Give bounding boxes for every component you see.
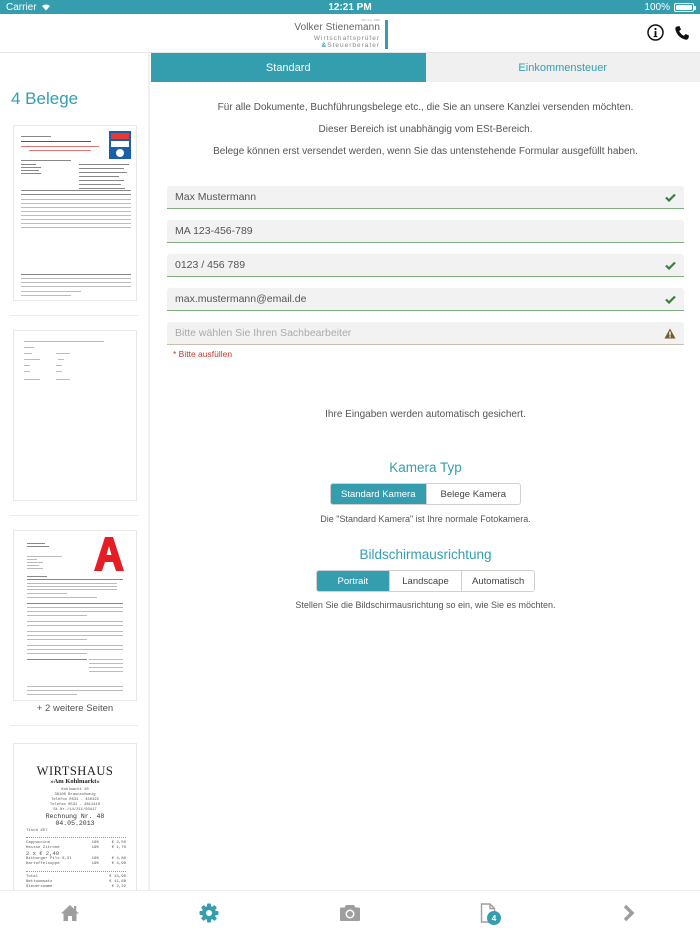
warning-icon [664, 327, 676, 339]
intro-text [151, 97, 700, 163]
gear-icon [199, 903, 219, 923]
main-content [151, 53, 700, 890]
logo-tagline: Stb. Ing. 1986 [361, 18, 380, 22]
document-thumbnail-1[interactable] [13, 125, 137, 301]
receipt-subtitle: »Am Kohlmarkt« [50, 778, 100, 785]
tabbar-next[interactable] [617, 901, 641, 925]
carrier-label: Carrier [6, 1, 37, 13]
logo [294, 18, 388, 50]
client-number-field[interactable]: MA 123-456-789 [167, 220, 684, 243]
phone-icon[interactable] [674, 25, 690, 41]
field-error-message: * Bitte ausfüllen [173, 349, 233, 359]
chevron-right-icon [623, 904, 635, 922]
app-header [0, 14, 700, 53]
battery-percent: 100% [644, 1, 670, 13]
document-thumbnail-3[interactable] [13, 530, 137, 701]
tabbar-settings[interactable] [197, 901, 221, 925]
documents-sidebar [0, 53, 150, 890]
intro-line-2: Dieser Bereich ist unabhängig vom ESt-Bereich. [318, 124, 533, 135]
orientation-title: Bildschirmausrichtung [359, 547, 492, 562]
section-tabs [151, 53, 700, 82]
tabbar-home[interactable] [58, 901, 82, 925]
receipt-number: Rechnung Nr. 48 [45, 813, 105, 820]
bosch-logo [109, 131, 131, 159]
receipt-title: WIRTSHAUS [36, 764, 114, 778]
clerk-select[interactable]: Bitte wählen Sie Ihren Sachbearbeiter [167, 322, 684, 345]
phone-field[interactable]: 0123 / 456 789 [167, 254, 684, 277]
home-icon [60, 904, 80, 922]
logo-subtitle-2: &Steuerberater [321, 42, 380, 49]
logo-name: Volker Stienemann [294, 22, 380, 33]
tabbar-camera[interactable] [338, 901, 362, 925]
camera-icon [339, 904, 361, 922]
orientation-option-landscape[interactable]: Landscape [389, 571, 462, 591]
more-pages-caption: + 2 weitere Seiten [36, 703, 114, 714]
status-bar [0, 0, 700, 14]
clock: 12:21 PM [328, 1, 372, 13]
orientation-segmented-control [316, 570, 535, 592]
name-field[interactable]: Max Mustermann [167, 186, 684, 209]
checkmark-icon [664, 259, 676, 271]
tab-einkommensteuer[interactable]: Einkommensteuer [426, 53, 700, 82]
battery-icon [674, 3, 694, 12]
checkmark-icon [664, 191, 676, 203]
info-circle-icon[interactable] [647, 24, 664, 41]
document-thumbnail-4[interactable]: WIRTSHAUS »Am Kohlmarkt« Kohlmarkt 10 38100 Braunschweig Telefon 0531 - 450322 Telefax 0531 - 4811410 St.Nr./14/211/03417 Rechnung Nr. 48 04.05.2013 Tisch #57 Cappuccino 19% € 2,50 Heisse Zitrone 19% € 1,70 2 x € 2,40 Bitburger Pils 0,3l 19% € 4,80 Kartoffelsuppe 19% € 4,90 Total € 13,90 Nettoumsatz € 11,68 Steuersumme € 2,22 [13, 743, 137, 890]
receipt-date: 04.05.2013 [55, 820, 95, 827]
orientation-note: Stellen Sie die Bildschirmausrichtung so ein, wie Sie es möchten. [295, 600, 556, 610]
apotheke-logo [94, 537, 124, 571]
tab-standard[interactable]: Standard [151, 53, 426, 82]
bottom-tab-bar [0, 890, 700, 934]
orientation-option-portrait[interactable]: Portrait [317, 571, 389, 591]
camera-type-title: Kamera Typ [389, 460, 462, 475]
documents-count-badge: 4 [487, 911, 501, 925]
autosave-notice: Ihre Eingaben werden automatisch gesichert. [325, 409, 526, 420]
camera-option-standard[interactable]: Standard Kamera [331, 484, 426, 504]
checkmark-icon [664, 293, 676, 305]
wifi-icon [41, 3, 51, 11]
documents-count-title: 4 Belege [11, 89, 79, 108]
tabbar-documents[interactable] [476, 901, 500, 925]
camera-type-segmented-control [330, 483, 521, 505]
orientation-option-automatic[interactable]: Automatisch [461, 571, 534, 591]
intro-line-1: Für alle Dokumente, Buchführungsbelege etc., die Sie an unsere Kanzlei versenden möchten. [217, 102, 634, 113]
intro-line-3: Belege können erst versendet werden, wenn Sie das untenstehende Formular ausgefüllt haben. [213, 146, 638, 157]
document-thumbnail-2[interactable] [13, 330, 137, 501]
camera-type-note: Die "Standard Kamera" ist Ihre normale Fotokamera. [320, 514, 531, 524]
camera-option-belege[interactable]: Belege Kamera [426, 484, 521, 504]
logo-accent-bar [385, 20, 388, 49]
logo-subtitle-1: Wirtschaftsprüfer [313, 35, 380, 42]
email-field[interactable]: max.mustermann@email.de [167, 288, 684, 311]
